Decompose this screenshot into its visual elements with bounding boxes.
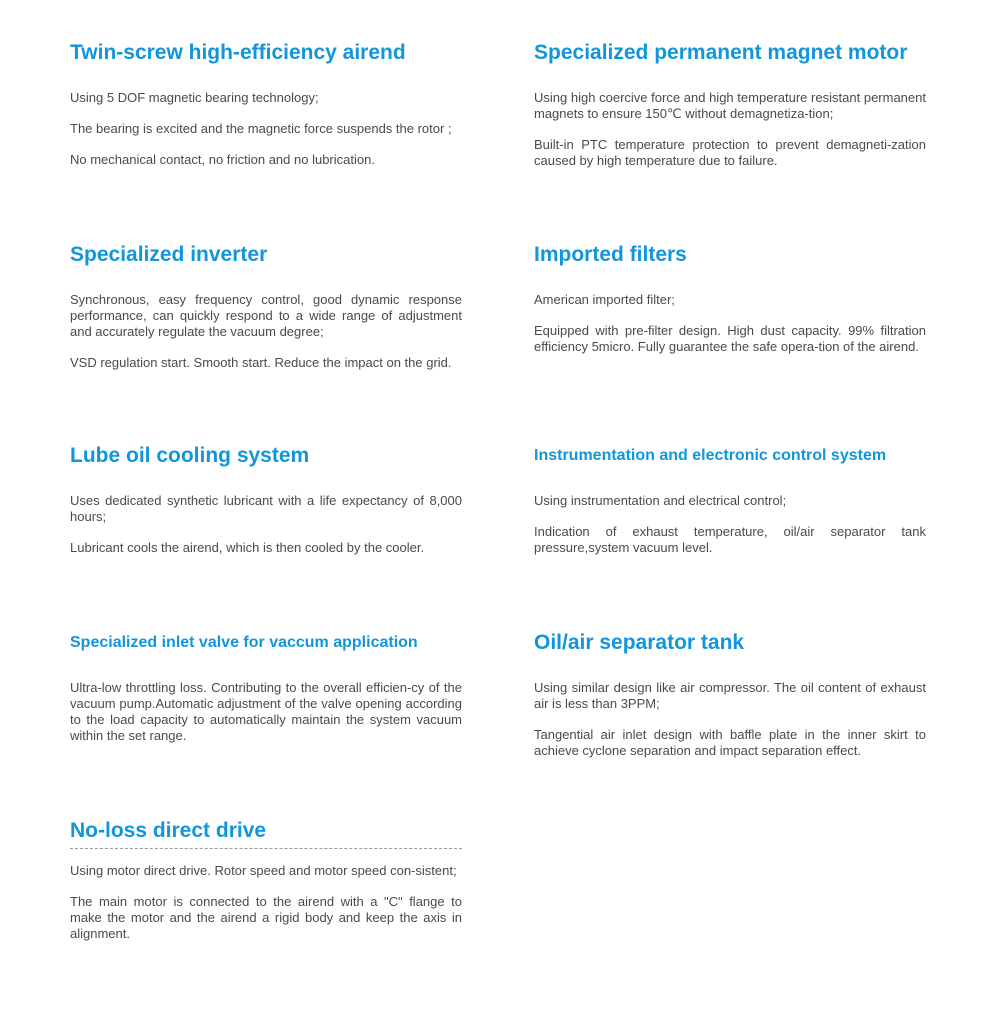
- feature-permanent-magnet-motor: [534, 40, 926, 184]
- feature-inlet-valve: [70, 630, 462, 759]
- feature-title: Oil/air separator tank: [534, 631, 745, 654]
- feature-instrumentation-control: [534, 443, 926, 571]
- feature-title: Twin-screw high-efficiency airend: [70, 41, 406, 64]
- feature-paragraph: Using motor direct drive. Rotor speed and motor speed con-sistent;: [70, 863, 457, 878]
- feature-paragraph: Uses dedicated synthetic lubricant with a life expectancy of 8,000 hours;: [70, 493, 462, 524]
- feature-oil-air-separator: [534, 630, 926, 774]
- feature-paragraph: No mechanical contact, no friction and no lubrication.: [70, 152, 375, 167]
- feature-imported-filters: [534, 242, 926, 370]
- feature-paragraph: The bearing is excited and the magnetic force suspends the rotor ;: [70, 121, 452, 136]
- feature-paragraph: Using instrumentation and electrical control;: [534, 493, 787, 508]
- feature-title: Instrumentation and electronic control system: [534, 447, 887, 464]
- feature-paragraph: Ultra-low throttling loss. Contributing to the overall efficien-cy of the vacuum pump.Automatic adjustment of the valve opening according to the load capacity to automatically maintain the system vacuum within the set range.: [70, 680, 462, 743]
- feature-paragraph: Using similar design like air compressor. The oil content of exhaust air is less than 3PPM;: [534, 680, 926, 711]
- feature-title: Specialized permanent magnet motor: [534, 41, 908, 64]
- feature-twin-screw-airend: [70, 40, 462, 183]
- feature-lube-oil-cooling: [70, 443, 462, 571]
- feature-paragraph: The main motor is connected to the airend with a "C" flange to make the motor and the airend a rigid body and keep the axis in alignment.: [70, 894, 462, 941]
- feature-paragraph: Equipped with pre-filter design. High dust capacity. 99% filtration efficiency 5micro. Fully guarantee the safe opera-tion of the airend.: [534, 323, 926, 354]
- feature-body: [534, 680, 926, 759]
- feature-paragraph: Tangential air inlet design with baffle plate in the inner skirt to achieve cyclone separation and impact separation effect.: [534, 727, 926, 758]
- feature-title: Lube oil cooling system: [70, 444, 310, 467]
- feature-body: [70, 292, 462, 371]
- feature-direct-drive: [70, 818, 462, 957]
- feature-title: No-loss direct drive: [70, 818, 462, 849]
- feature-paragraph: Using 5 DOF magnetic bearing technology;: [70, 90, 319, 105]
- feature-specialized-inverter: [70, 242, 462, 386]
- feature-body: [70, 90, 462, 168]
- feature-paragraph: Synchronous, easy frequency control, good dynamic response performance, can quickly respond to a wide range of adjustment and accurately regulate the vacuum degree;: [70, 292, 462, 339]
- feature-body: [70, 493, 462, 556]
- feature-paragraph: VSD regulation start. Smooth start. Reduce the impact on the grid.: [70, 355, 452, 370]
- feature-body: [70, 863, 462, 942]
- feature-paragraph: Built-in PTC temperature protection to prevent demagneti-zation caused by high temperature due to failure.: [534, 137, 926, 168]
- feature-body: [534, 493, 926, 556]
- feature-title: Specialized inverter: [70, 243, 268, 266]
- feature-paragraph: Using high coercive force and high temperature resistant permanent magnets to ensure 150℃ without demagnetiza-tion;: [534, 90, 926, 121]
- feature-body: [534, 292, 926, 355]
- feature-title: Imported filters: [534, 243, 687, 266]
- feature-body: [534, 90, 926, 169]
- feature-paragraph: Lubricant cools the airend, which is then cooled by the cooler.: [70, 540, 425, 555]
- feature-paragraph: Indication of exhaust temperature, oil/air separator tank pressure,system vacuum level.: [534, 524, 926, 555]
- feature-title: Specialized inlet valve for vaccum application: [70, 634, 418, 651]
- feature-paragraph: American imported filter;: [534, 292, 675, 307]
- feature-body: [70, 680, 462, 744]
